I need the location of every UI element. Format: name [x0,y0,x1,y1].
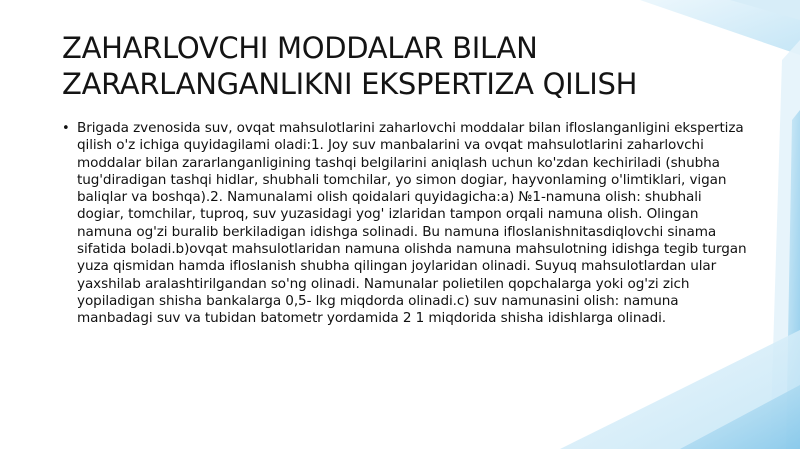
bullet-text: Brigada zvenosida suv, ovqat mahsulotlarini zaharlovchi moddalar bilan ifloslanganligini ekspertiza qilish o'z ichiga quyidagilami oladi:1. Joy suv manbalarini va ovqat mahsulotlarini zaharlovchi moddalar bilan zararlanganligining tashqi belgilarini aniqlash uchun ko'zdan kechiriladi (shubha tug'diradigan tashqi hidlar, shubhali tomchilar, yo simon dogiar, hayvonlaming o'limtiklari, vigan baliqlar va boshqa).2. Namunalami olish qoidalari quyidagicha:a) №1-namuna olish: shubhali dogiar, tomchilar, tuproq, suv yuzasidagi yog' izlaridan tampon orqali namuna olish. Olingan namuna og'zi buralib berkiladigan idishga solinadi. Bu namuna ifloslanishnitasdiqlovchi sinama sifatida boladi.b)ovqat mahsulotlaridan namuna olishda namuna mahsulotning idishga tegib turgan yuza qismidan hamda ifloslanish shubha qilingan joylaridan olinadi. Suyuq mahsulotlardan ular yaxshilab aralashtirilgandan so'ng olinadi. Namunalar polietilen qopchalarga yoki og'zi zich yopiladigan shisha bankalarga 0,5- lkg miqdorda olinadi.c) suv namunasini olish: namuna manbadagi suv va tubidan batometr yordamida 2 1 miqdorida shisha idishlarga olinadi. [77,120,747,327]
bullet-icon: • [62,121,70,136]
slide-title: ZAHARLOVCHI MODDALAR BILAN ZARARLANGANLIKNI EKSPERTIZA QILISH [62,31,638,101]
bullet-item [62,120,752,328]
slide-body [62,120,752,328]
